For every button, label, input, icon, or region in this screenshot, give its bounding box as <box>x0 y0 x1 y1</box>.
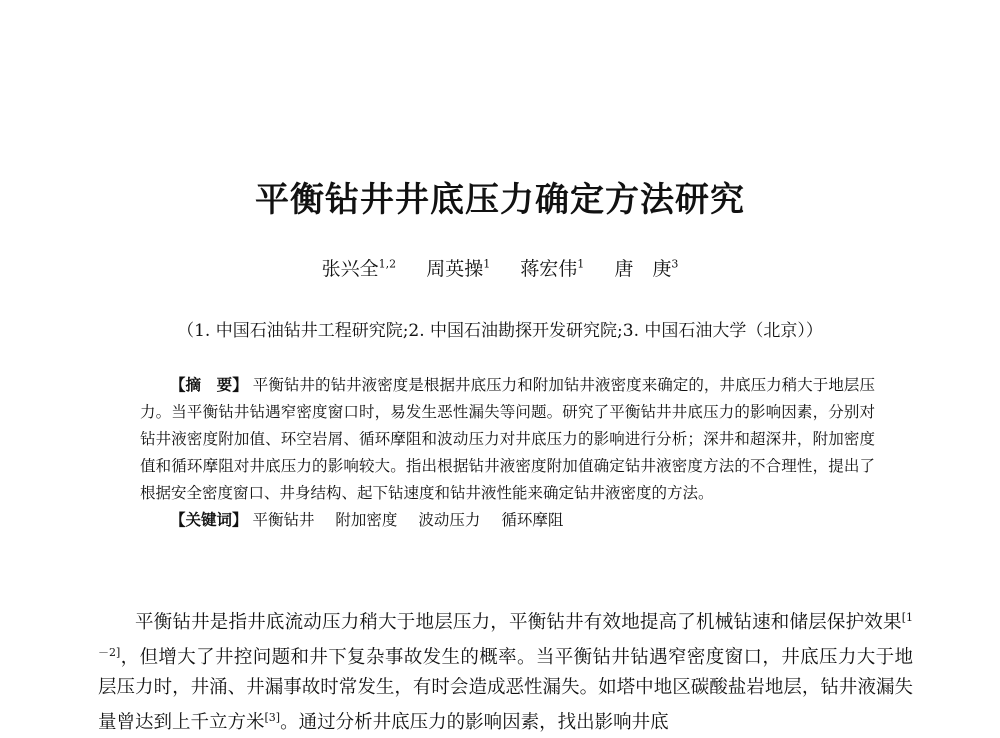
author <box>426 258 490 280</box>
body-section <box>98 603 913 738</box>
author-name: 唐 庚 <box>614 258 672 280</box>
abstract-label: 【摘 要】 <box>170 376 248 394</box>
author-affil-sup: 1,2 <box>378 257 397 271</box>
body-text: 平衡钻井是指井底流动压力稍大于地层压力，平衡钻井有效地提高了机械钻速和储层保护效果 <box>135 612 902 634</box>
body-text: 。通过分析井底压力的影响因素，找出影响井底 <box>280 712 669 734</box>
citation: [3] <box>264 711 281 725</box>
keywords-label: 【关键词】 <box>170 511 248 529</box>
author-name: 周英操 <box>426 258 484 280</box>
author-affil-sup: 1 <box>483 257 491 271</box>
body-text: ，但增大了井控问题和井下复杂事故发生的概率。当平衡钻井钻遇窄密度窗口，井底压力大于地层压力时，井涌、井漏事故时常发生，有时会造成恶性漏失。如塔中地区碳酸盐岩地层，钻井液漏失量曾达到上千立方米 <box>98 647 913 734</box>
author-name: 张兴全 <box>321 258 379 280</box>
paper-title: 平衡钻井井底压力确定方法研究 <box>255 180 745 220</box>
author-name: 蒋宏伟 <box>520 258 578 280</box>
abstract-paragraph <box>140 372 875 507</box>
abstract-section <box>140 372 875 534</box>
affiliations: （1. 中国石油钻井工程研究院;2. 中国石油勘探开发研究院;3. 中国石油大学（北京）） <box>177 321 823 341</box>
citation: [1－2] <box>98 611 913 660</box>
keyword: 平衡钻井 <box>252 511 315 529</box>
author <box>322 258 397 280</box>
keywords-line <box>140 507 875 534</box>
author-affil-sup: 1 <box>577 257 585 271</box>
keyword: 循环摩阻 <box>501 511 564 529</box>
keyword: 附加密度 <box>335 511 398 529</box>
abstract-text: 平衡钻井的钻井液密度是根据井底压力和附加钻井液密度来确定的，井底压力稍大于地层压力。当平衡钻井钻遇窄密度窗口时，易发生恶性漏失等问题。研究了平衡钻井井底压力的影响因素，分别对钻井液密度附加值、环空岩屑、循环摩阻和波动压力对井底压力的影响进行分析；深井和超深井，附加密度值和循环摩阻对井底压力的影响较大。指出根据钻井液密度附加值确定钻井液密度方法的不合理性，提出了根据安全密度窗口、井身结构、起下钻速度和钻井液性能来确定钻井液密度的方法。 <box>140 376 875 502</box>
body-paragraph <box>98 603 913 738</box>
author <box>614 258 678 280</box>
author-list <box>0 254 1000 281</box>
keyword: 波动压力 <box>418 511 481 529</box>
author-affil-sup: 3 <box>671 257 679 271</box>
author <box>520 258 584 280</box>
